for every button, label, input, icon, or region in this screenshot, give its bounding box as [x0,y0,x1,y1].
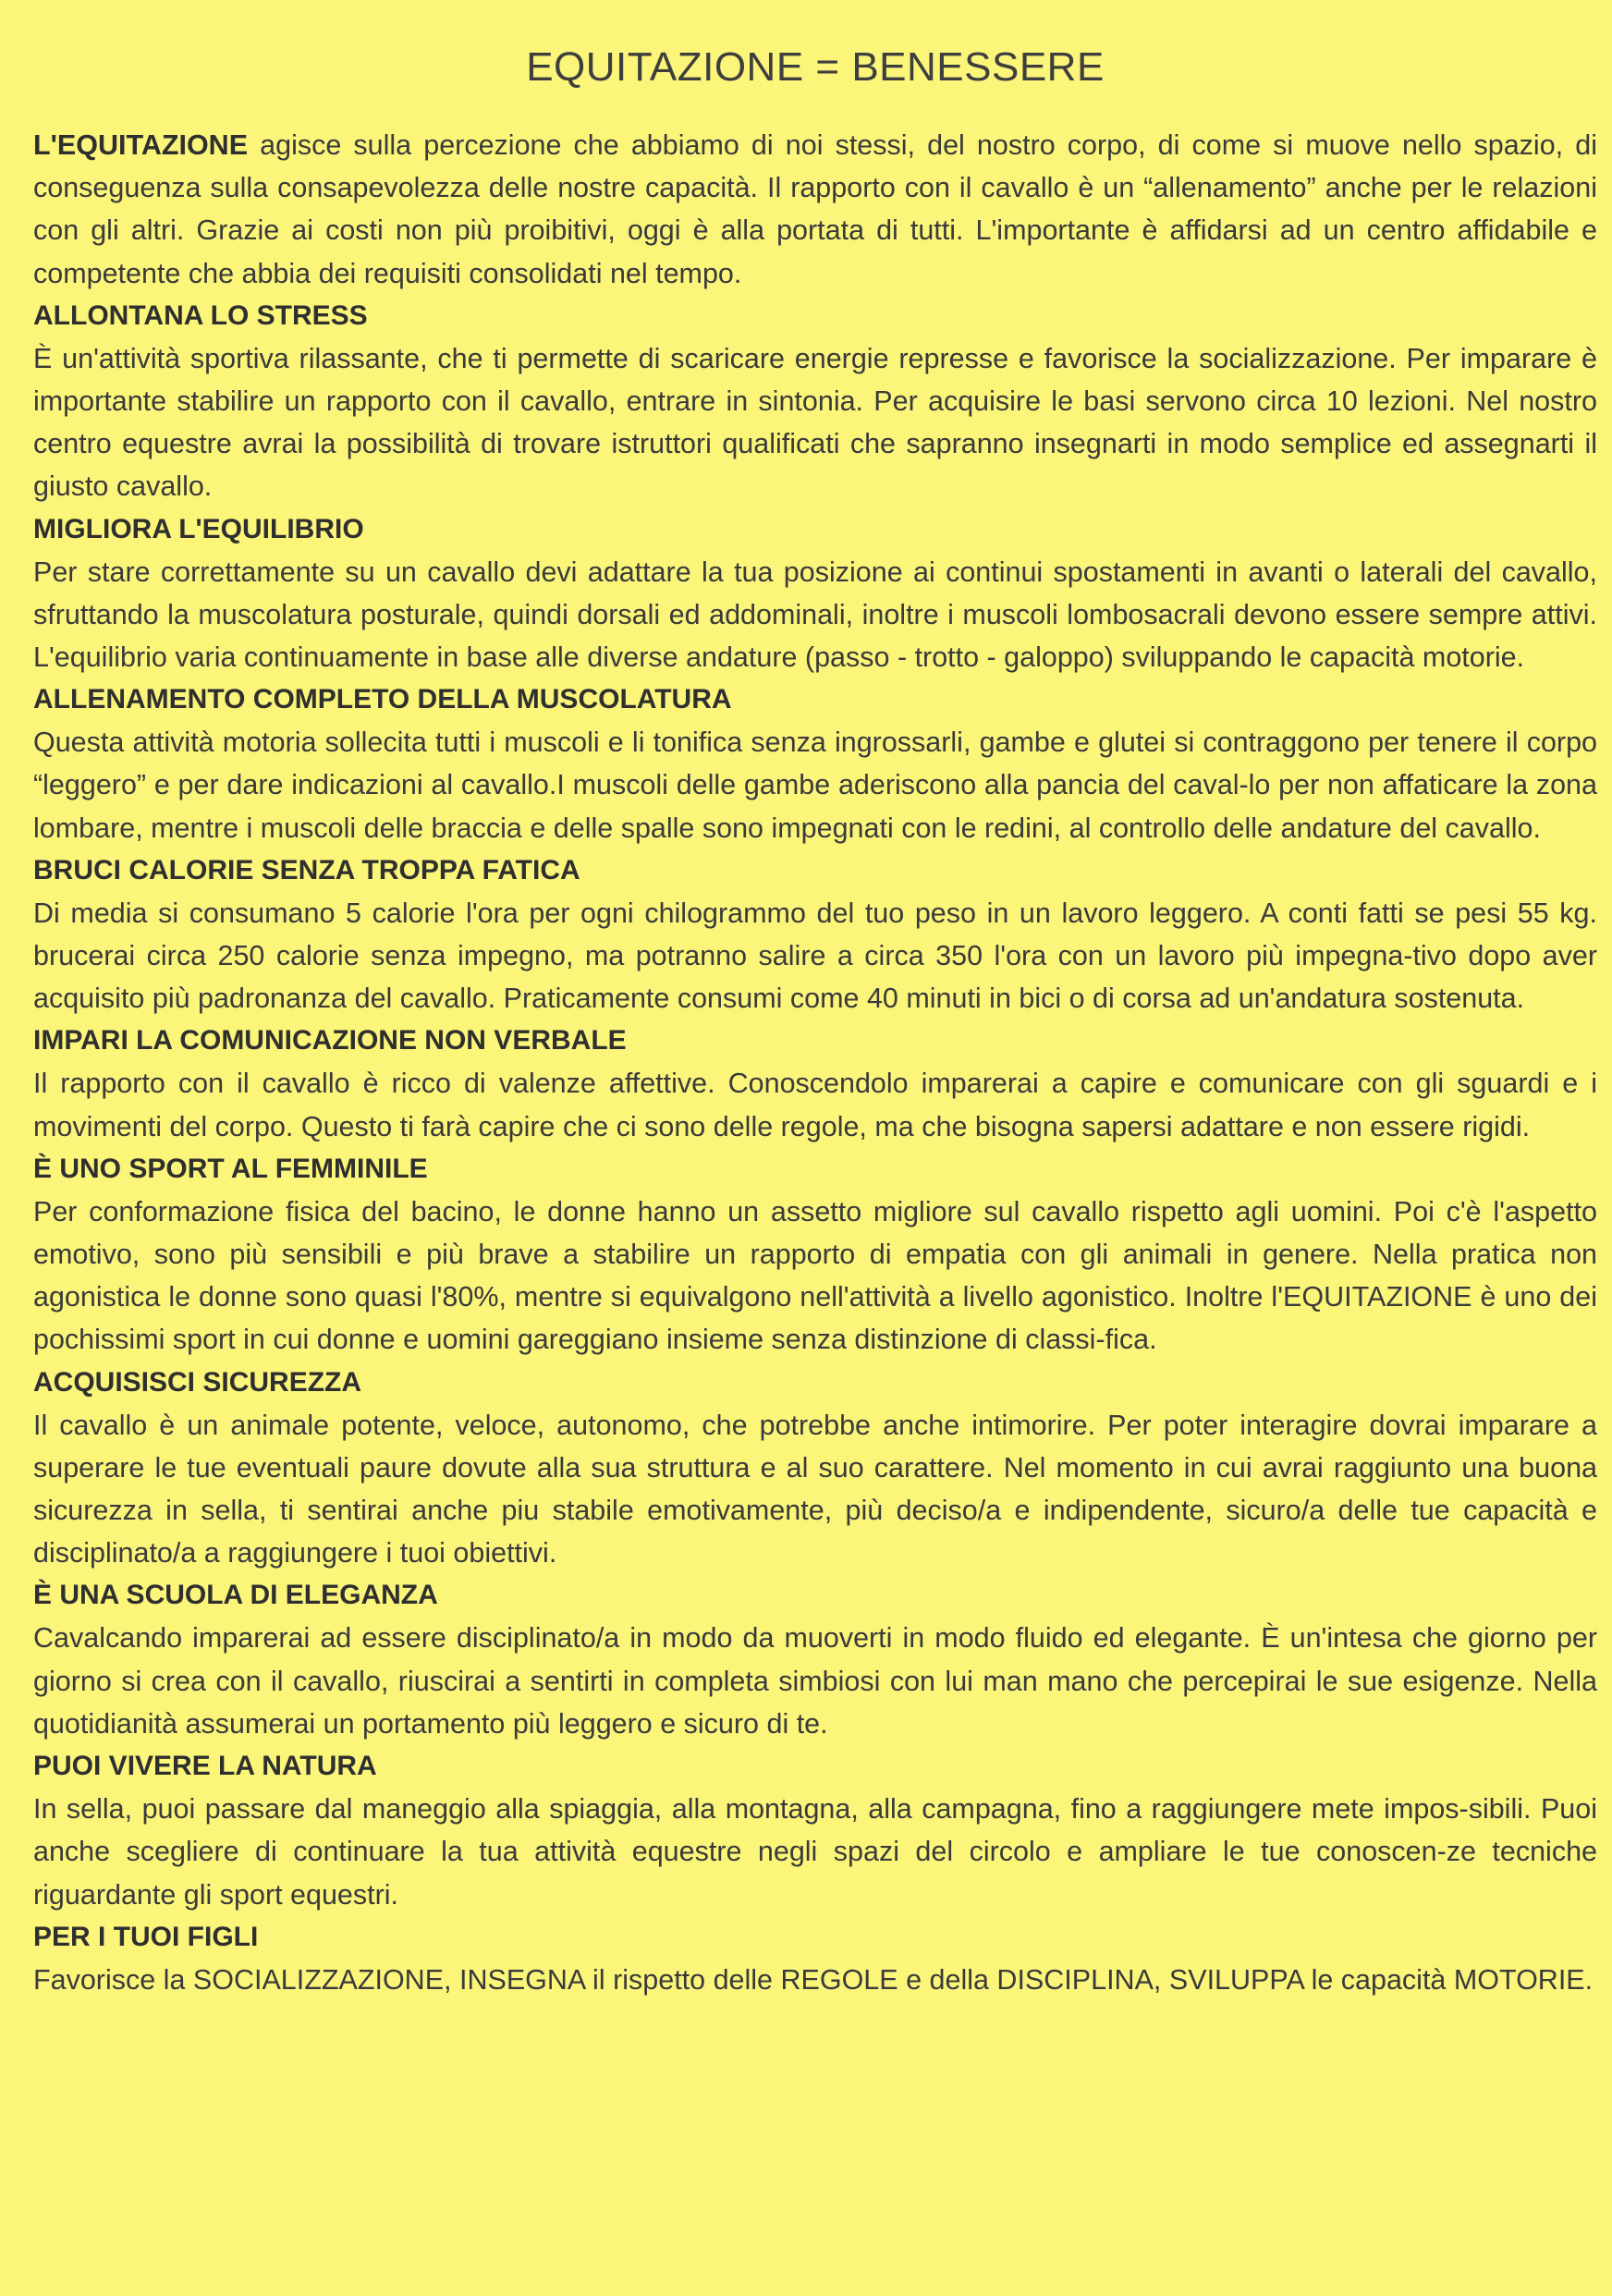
section-heading: MIGLIORA L'EQUILIBRIO [33,513,364,544]
section-body: Cavalcando imparerai ad essere disciplinato/a in modo da muoverti in modo fluido ed elegante. È un'intesa che giorno per giorno si crea con il cavallo, riuscirai a sentirti in completa simbiosi con lui man mano che percepirai le sue esigenze. Nella quotidianità assumerai un portamento più leggero e sicuro di te. [33,1622,1597,1740]
section-heading: È UNA SCUOLA DI ELEGANZA [33,1580,438,1611]
document-title: EQUITAZIONE = BENESSERE [526,44,1105,90]
section-body: È un'attività sportiva rilassante, che ti permette di scaricare energie represse e favorisce la socializzazione. Per imparare è importante stabilire un rapporto con il cavallo, entrare in sintonia. Per acquisire le basi servono circa 10 lezioni. Nel nostro centro equestre avrai la possibilità di trovare istruttori qualificati che sapranno insegnarti in modo semplice ed assegnarti il giusto cavallo. [33,342,1597,503]
section-heading: È UNO SPORT AL FEMMINILE [33,1153,428,1184]
intro-text: agisce sulla percezione che abbiamo di noi stessi, del nostro corpo, di come si muove nello spazio, di conseguenza sulla consapevolezza delle nostre capacità. Il rapporto con il cavallo è un “allenamento” anche per le relazioni con gli altri. Grazie ai costi non più proibitivi, oggi è alla portata di tutti. L'importante è affidarsi ad un centro affidabile e competente che abbia dei requisiti consolidati nel tempo. [33,129,1597,289]
section-body: Favorisce la SOCIALIZZAZIONE, INSEGNA il rispetto delle REGOLE e della DISCIPLINA, SVILUPPA le capacità MOTORIE. [33,1963,1594,1996]
document-page [33,0,1597,2296]
section-eleganza [33,1574,1597,1745]
section-natura [33,1745,1597,1916]
section-muscolatura [33,678,1597,849]
section-heading: ALLONTANA LO STRESS [33,299,368,331]
section-heading: BRUCI CALORIE SENZA TROPPA FATICA [33,854,580,885]
intro-paragraph [33,124,1597,295]
section-equilibrio [33,508,1597,679]
section-body: Il rapporto con il cavallo è ricco di valenze affettive. Conoscendolo imparerai a capire e comunicare con gli sguardi e i movimenti del corpo. Questo ti farà capire che ci sono delle regole, ma che bisogna sapersi adattare e non essere rigidi. [33,1068,1597,1142]
section-sicurezza [33,1362,1597,1575]
section-comunicazione [33,1020,1597,1147]
section-heading: IMPARI LA COMUNICAZIONE NON VERBALE [33,1025,627,1056]
section-heading: PER I TUOI FIGLI [33,1921,259,1952]
section-heading: ALLENAMENTO COMPLETO DELLA MUSCOLATURA [33,684,732,715]
section-body: Il cavallo è un animale potente, veloce, autonomo, che potrebbe anche intimorire. Per poter interagire dovrai imparare a superare le tue eventuali paure dovute alla sua struttura e al suo carattere. Nel momento in cui avrai raggiunto una buona sicurezza in sella, ti sentirai anche piu stabile emotivamente, più deciso/a e indipendente, sicuro/a delle tue capacità e disciplinato/a a raggiungere i tuoi obiettivi. [33,1409,1597,1569]
section-figli [33,1916,1597,2001]
section-body: In sella, puoi passare dal maneggio alla spiaggia, alla montagna, alla campagna, fino a raggiungere mete impos-sibili. Puoi anche scegliere di continuare la tua attività equestre negli spazi del circolo e ampliare le tue conoscen-ze tecniche riguardante gli sport equestri. [33,1793,1597,1911]
section-heading: PUOI VIVERE LA NATURA [33,1751,377,1782]
intro-lead: L'EQUITAZIONE [33,129,249,161]
section-heading: ACQUISISCI SICUREZZA [33,1366,362,1398]
section-body: Di media si consumano 5 calorie l'ora per ogni chilogrammo del tuo peso in un lavoro leggero. A conti fatti se pesi 55 kg. brucerai circa 250 calorie senza impegno, ma potranno salire a circa 350 l'ora con un lavoro più impegna-tivo dopo aver acquisito più padronanza del cavallo. Praticamente consumi come 40 minuti in bici o di corsa ad un'andatura sostenuta. [33,897,1597,1015]
section-stress [33,295,1597,508]
section-calorie [33,849,1597,1020]
section-body: Questa attività motoria sollecita tutti i muscoli e li tonifica senza ingrossarli, gambe e glutei si contraggono per tenere il corpo “leggero” e per dare indicazioni al cavallo.I muscoli delle gambe aderiscono alla pancia del caval-lo per non affaticare la zona lombare, mentre i muscoli delle braccia e delle spalle sono impegnati con le redini, al controllo delle andature del cavallo. [33,727,1597,844]
section-femminile [33,1148,1597,1362]
section-body: Per stare correttamente su un cavallo devi adattare la tua posizione ai continui spostamenti in avanti o laterali del cavallo, sfruttando la muscolatura posturale, quindi dorsali ed addominali, inoltre i muscoli lombosacrali devono essere sempre attivi. L'equilibrio varia continuamente in base alle diverse andature (passo - trotto - galoppo) sviluppando le capacità motorie. [33,556,1597,674]
section-body: Per conformazione fisica del bacino, le donne hanno un assetto migliore sul cavallo rispetto agli uomini. Poi c'è l'aspetto emotivo, sono più sensibili e più brave a stabilire un rapporto di empatia con gli animali in genere. Nella pratica non agonistica le donne sono quasi l'80%, mentre si equivalgono nell'attività a livello agonistico. Inoltre l'EQUITAZIONE è uno dei pochissimi sport in cui donne e uomini gareggiano insieme senza distinzione di classi-fica. [33,1195,1597,1356]
